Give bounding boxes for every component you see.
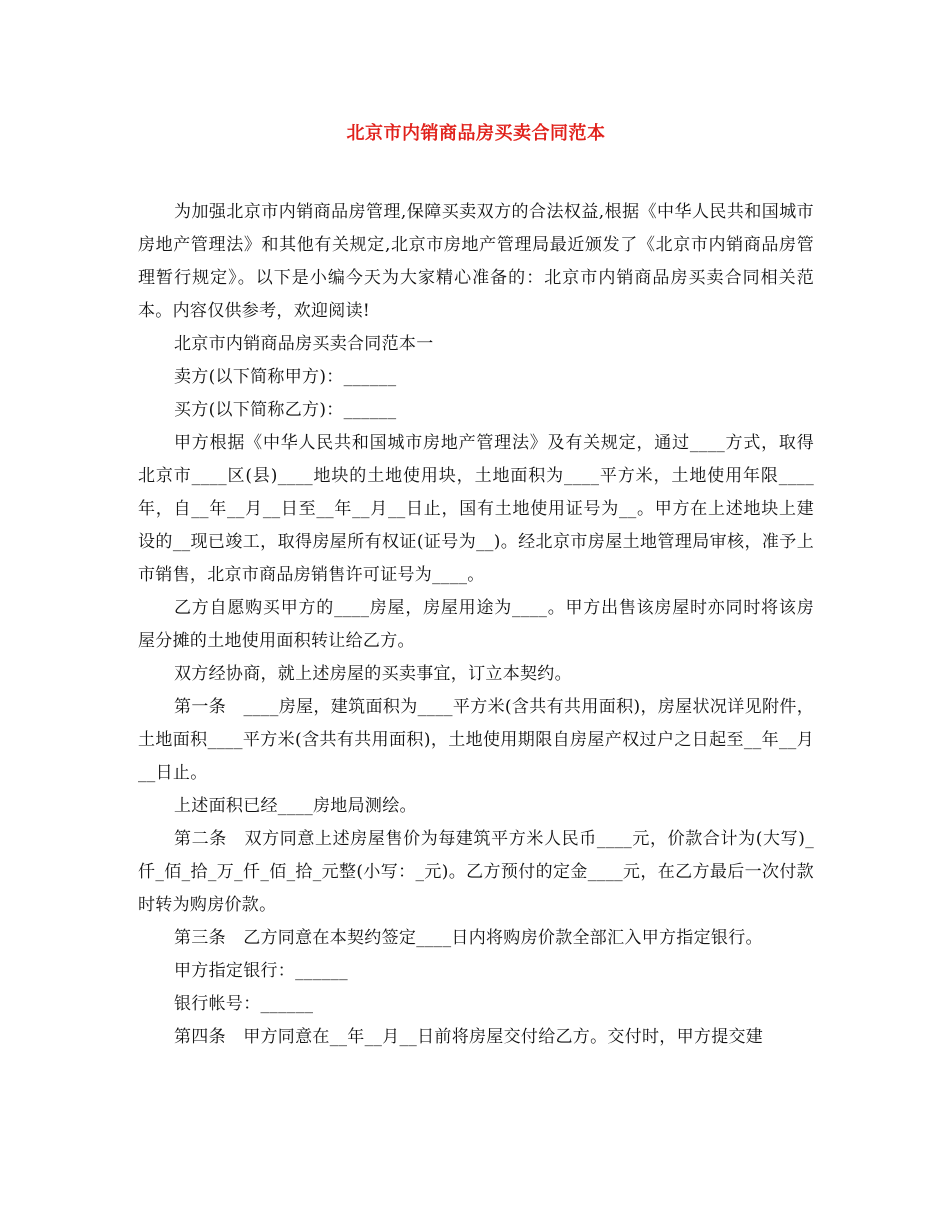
seller-line: 卖方(以下简称甲方)：______ [174,367,397,387]
land-info-paragraph: 甲方根据《中华人民共和国城市房地产管理法》及有关规定，通过____方式，取得北京市____区(县)____地块的土地使用块，土地面积为____平方米，土地使用年限____年，自__年__月__日至__年__月__日止，国有土地使用证号为__。甲方在上述地块上建设的__现已竣工，取得房屋所有权证(证号为__)。经北京市房屋土地管理局审核，准予上市销售，北京市商品房销售许可证号为____。 [138,433,814,585]
document-page [138,118,814,1054]
article-2: 第二条 双方同意上述房屋售价为每建筑平方米人民币____元，价款合计为(大写)_仟_佰_拾_万_仟_佰_拾_元整(小写：_元)。乙方预付的定金____元，在乙方最后一次付款时转为购房价款。 [138,829,814,915]
document-title: 北京市内销商品房买卖合同范本 [346,123,606,144]
purchase-intent-paragraph: 乙方自愿购买甲方的____房屋，房屋用途为____。甲方出售该房屋时亦同时将该房屋分摊的土地使用面积转让给乙方。 [138,598,814,651]
article-4: 第四条 甲方同意在__年__月__日前将房屋交付给乙方。交付时，甲方提交建 [174,1027,764,1047]
buyer-line: 买方(以下简称乙方)：______ [174,400,397,420]
contract-heading: 北京市内销商品房买卖合同范本一 [174,334,434,354]
survey-note: 上述面积已经____房地局测绘。 [174,796,417,816]
intro-paragraph: 为加强北京市内销商品房管理,保障买卖双方的合法权益,根据《中华人民共和国城市房地产管理法》和其他有关规定,北京市房地产管理局最近颁发了《北京市内销商品房管理暂行规定》。以下是小编今天为大家精心准备的：北京市内销商品房买卖合同相关范本。内容仅供参考，欢迎阅读! [138,202,814,321]
article-3: 第三条 乙方同意在本契约签定____日内将购房价款全部汇入甲方指定银行。 [174,928,763,948]
bank-account-line: 银行帐号：______ [174,994,314,1014]
agreement-paragraph: 双方经协商，就上述房屋的买卖事宜，订立本契约。 [174,664,572,684]
designated-bank-line: 甲方指定银行：______ [174,961,348,981]
article-1: 第一条 ____房屋，建筑面积为____平方米(含共有共用面积)，房屋状况详见附件，土地面积____平方米(含共有共用面积)，土地使用期限自房屋产权过户之日起至__年__月__日止。 [138,697,814,783]
